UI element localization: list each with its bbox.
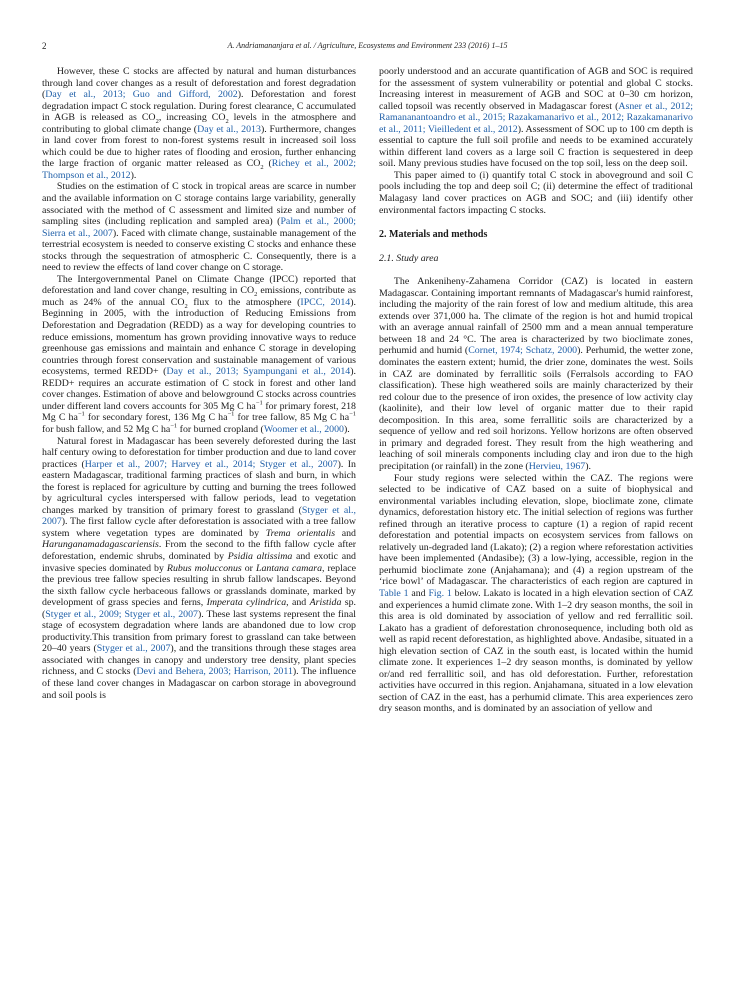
citation-link[interactable]: Styger et al., 2007 <box>42 504 356 528</box>
left-column <box>42 66 356 701</box>
paragraph-ipcc: The Intergovernmental Panel on Climate Change (IPCC) reported that deforestation and land cover change, resulting in $CO_2$ emissions, contribute as much as 24% of the annual $CO_2$ flux to the atmosphere (IPCC, 2014). Beginning in 2005, with the introduction of Reducing Emissions from Deforestation and Degradation (REDD) as a way for developing countries to reduce emissions, momentum has grown providing innovative ways to reduce greenhouse gas emissions and maintain and enhance C storage in developing countries through forest conservation and sustainable management of various ecosystems, termed REDD+ (Day et al., 2013; Syampungani et al., 2014). REDD+ requires an accurate estimation of C stock in forest and other land cover changes. Estimation of above and belowground C stocks across countries under different land covers accounts for 305 Mg C $ha^{-1}$ for primary forest, 218 Mg C $ha^{-1}$ for secondary forest, 136 Mg C $ha^{-1}$ for tree fallow, 85 Mg C $ha^{-1}$ for bush fallow, and 52 Mg C $ha^{-1}$ for burned cropland (Woomer et al., 2000). <box>42 273 357 435</box>
citation-link[interactable]: IPCC, 2014 <box>300 296 351 308</box>
subsection-heading: 2.1. Study area <box>379 252 439 264</box>
right-column <box>379 66 693 715</box>
citation-link[interactable]: Day et al., 2013; Syampungani et al., 2014 <box>166 366 351 378</box>
citation-link[interactable]: Devi and Behera, 2003; Harrison, 2011 <box>136 666 293 678</box>
paragraph-madagascar-forest: Natural forest in Madagascar has been severely deforested during the last half century owing to deforestation for timber production and due to land cover practices (Harper et al., 2007; Harvey et al., 2014; Styger et al., 2007). In eastern Madagascar, traditional farming practices of slash and burn, in which the forest is replaced for agriculture by cutting and burning the trees followed by agricultural cycles interspersed with fallow periods, lead to vegetation changes marked by transition of primary forest to grassland (Styger et al., 2007). The first fallow cycle after deforestation is associated with a tree fallow system where vegetation types are dominated by Trema orientalis and Harunganamadagascariensis. From the second to the fifth fallow cycle after deforestation, endemic shrubs, dominated by Psidia altissima and exotic and invasive species dominated by Rubus molucconus or Lantana camara, replace the previous tree fallow species resulting in shrub fallow landscapes. Beyond the sixth fallow cycle herbaceous fallows or grasslands dominate, marked by development of grass species and ferns, Imperata cylindrica, and Aristida sp. (Styger et al., 2009; Styger et al., 2007). These last systems represent the final stage of ecosystem degradation where lands are abandoned due to low crop productivity.This transition from primary forest to grassland can take between 20–40 years (Styger et al., 2007), and the transitions through these stages area associated with changes in canopy and understory tree density, plant species richness, and C stocks (Devi and Behera, 2003; Harrison, 2011). The influence of these land cover changes in Madagascar on carbon storage in aboveground and soil pools is <box>42 435 357 701</box>
page-number: 2 <box>42 41 47 51</box>
citation-link[interactable]: Day et al., 2013 <box>197 123 261 135</box>
paragraph-disturbances: However, these C stocks are affected by natural and human disturbances through land cover changes as a result of deforestation and forest degradation (Day et al., 2013; Guo and Gifford, 2002). Deforestation and forest degradation impact C stock regulation. During forest clearance, C accumulated in AGB is released as $CO_2$, increasing $CO_2$ levels in the atmosphere and contributing to global climate change (Day et al., 2013). Furthermore, changes in land cover from forest to non-forest systems result in increased soil loss which could be due to higher rates of flooding and erosion, further enhancing the large fraction of organic matter released as $CO_2$ (Richey et al., 2002; Thompson et al., 2012). <box>42 66 357 181</box>
citation-link[interactable]: Day et al., 2013; Guo and Gifford, 2002 <box>45 89 238 101</box>
citation-link[interactable]: Hervieu, 1967 <box>528 460 586 472</box>
paragraph-study-area: The Ankeniheny-Zahamena Corridor (CAZ) is located in eastern Madagascar. Containing important remnants of Madagascar's humid rainforest, including the majority of the rain forest of low and medium altitude, this area extends over 371,000 ha. The climate of the region is hot and humid tropical with an average annual rainfall of 2500 mm and a mean annual temperature between 18 and 24 °C. The area is characterized by two bioclimate zones, perhumid and humid (Cornet, 1974; Schatz, 2000). Perhumid, the wetter zone, dominates the eastern extent; humid, the drier zone, dominates the west. Soils in CAZ are dominated by ferrallitic soils (Ferralsols according to FAO classification). These high weathered soils are mainly characterized by their red colour due to the presence of iron oxides, the presence of low activity clay (kaolinite), and their low level of organic matter due to their rapid decomposition. In this area, some ferrallitic soils are characterized by a sequence of yellow and red soil horizons. Yellow horizons are often observed in primary and degraded forest. They result from the high weathering and leaching of soil minerals components including clay and iron due to the high precipitation (or rainfall) in the zone (Hervieu, 1967). <box>379 276 693 472</box>
paragraph-study-regions: Four study regions were selected within the CAZ. The regions were selected to be indicative of CAZ based on a suite of biophysical and environmental variables including elevation, slope, bioclimate zone, climate dynamics, deforestation history etc. The initial selection of regions was further refined through an iterative process to capture (1) a region of rapid recent deforestation and potential impacts on ecosystem services from fallows on relatively un-degraded land (Lakato); (2) a region where reforestation activities have been implemented (Andasibe); (3) a low-lying, accessible, region in the perhumid bioclimate zone (Anjahamana); and (4) a region upstream of the ‘rice bowl’ of Madagascar. The characteristics of each region are captured in Table 1 and Fig. 1 below. Lakato is located in a high elevation section of CAZ and experiences a humid climate zone. With 1–2 dry season months, the soil in this area is old dominated by association of yellow and red ferrallitic soil. Lakato has a gradient of deforestation chronosequence, including both old as well as rapid recent deforestation, as highlighted above. Andasibe, situated in a high elevation section of CAZ in the south east, is located within the humid climate zone. It experiences 1–2 dry season months, is dominated by yellow or/and red ferrallitic soil, and has old deforestation. Further, reforestation activities have occurred in this region. Anjahamana, situated in a low elevation section of CAZ in the east, has a perhumid climate. This area experiences zero dry season months, and is dominated by an association of yellow and <box>379 472 694 715</box>
paragraph-aims: This paper aimed to (i) quantify total C stock in aboveground and soil C pools including the top and deep soil C; (ii) determine the effect of traditional Malagasy land cover practices on AGB and SOC; and (iii) identify other environmental factors impacting C stocks. <box>379 169 693 216</box>
citation-link[interactable]: Styger et al., 2007 <box>96 643 171 655</box>
citation-link[interactable]: Woomer et al., 2000 <box>263 423 344 435</box>
paragraph-estimation-studies: Studies on the estimation of C stock in tropical areas are scarce in number and the available information on C storage contains large variability, generally associated with the method of C assessment and limited size and number of sampling sites (including replication and sampled area) (Palm et al., 2000; Sierra et al., 2007). Faced with climate change, sustainable management of the terrestrial ecosystem is needed to conserve existing C stocks and enhance these stocks through the sequestration of atmospheric C. Consequently, there is a need to review the effects of land cover change on C storage. <box>42 181 356 274</box>
citation-link[interactable]: Styger et al., 2009; Styger et al., 2007 <box>45 608 198 620</box>
citation-link[interactable]: Cornet, 1974; Schatz, 2000 <box>468 345 578 357</box>
citation-link[interactable]: Richey et al., 2002; Thompson et al., 2012 <box>42 158 357 181</box>
citation-link[interactable]: Asner et al., 2012; Ramananantoandro et al., 2015; Razakamanarivo et al., 2012; Razakamanarivo et al., 2011; Vieilledent et al., 2012 <box>379 100 693 135</box>
page-header <box>42 41 693 53</box>
running-head: A. Andriamananjara et al. / Agriculture, Ecosystems and Environment 233 (2016) 1–15 <box>227 41 508 50</box>
figure-link[interactable]: Fig. 1 <box>428 587 452 599</box>
paragraph-quantification: poorly understood and an accurate quantification of AGB and SOC is required for the assessment of system vulnerability or potential and global C stocks. Increasing interest in measurement of AGB and SOC at 0–30 cm horizon, called topsoil was recently observed in Madagascar forest (Asner et al., 2012; Ramananantoandro et al., 2015; Razakamanarivo et al., 2012; Razakamanarivo et al., 2011; Vieilledent et al., 2012). Assessment of SOC up to 100 cm depth is essential to capture the full soil profile and needs to be examined accurately within different land covers as a large soil C fraction is sequestered in deep soil. Many previous studies have focused on the top soil, less on the deep soil. <box>379 66 693 170</box>
citation-link[interactable]: Harper et al., 2007; Harvey et al., 2014; Styger et al., 2007 <box>84 458 338 470</box>
table-link[interactable]: Table 1 <box>379 587 409 599</box>
citation-link[interactable]: Palm et al., 2000; Sierra et al., 2007 <box>42 216 356 239</box>
section-heading: 2. Materials and methods <box>379 229 488 241</box>
